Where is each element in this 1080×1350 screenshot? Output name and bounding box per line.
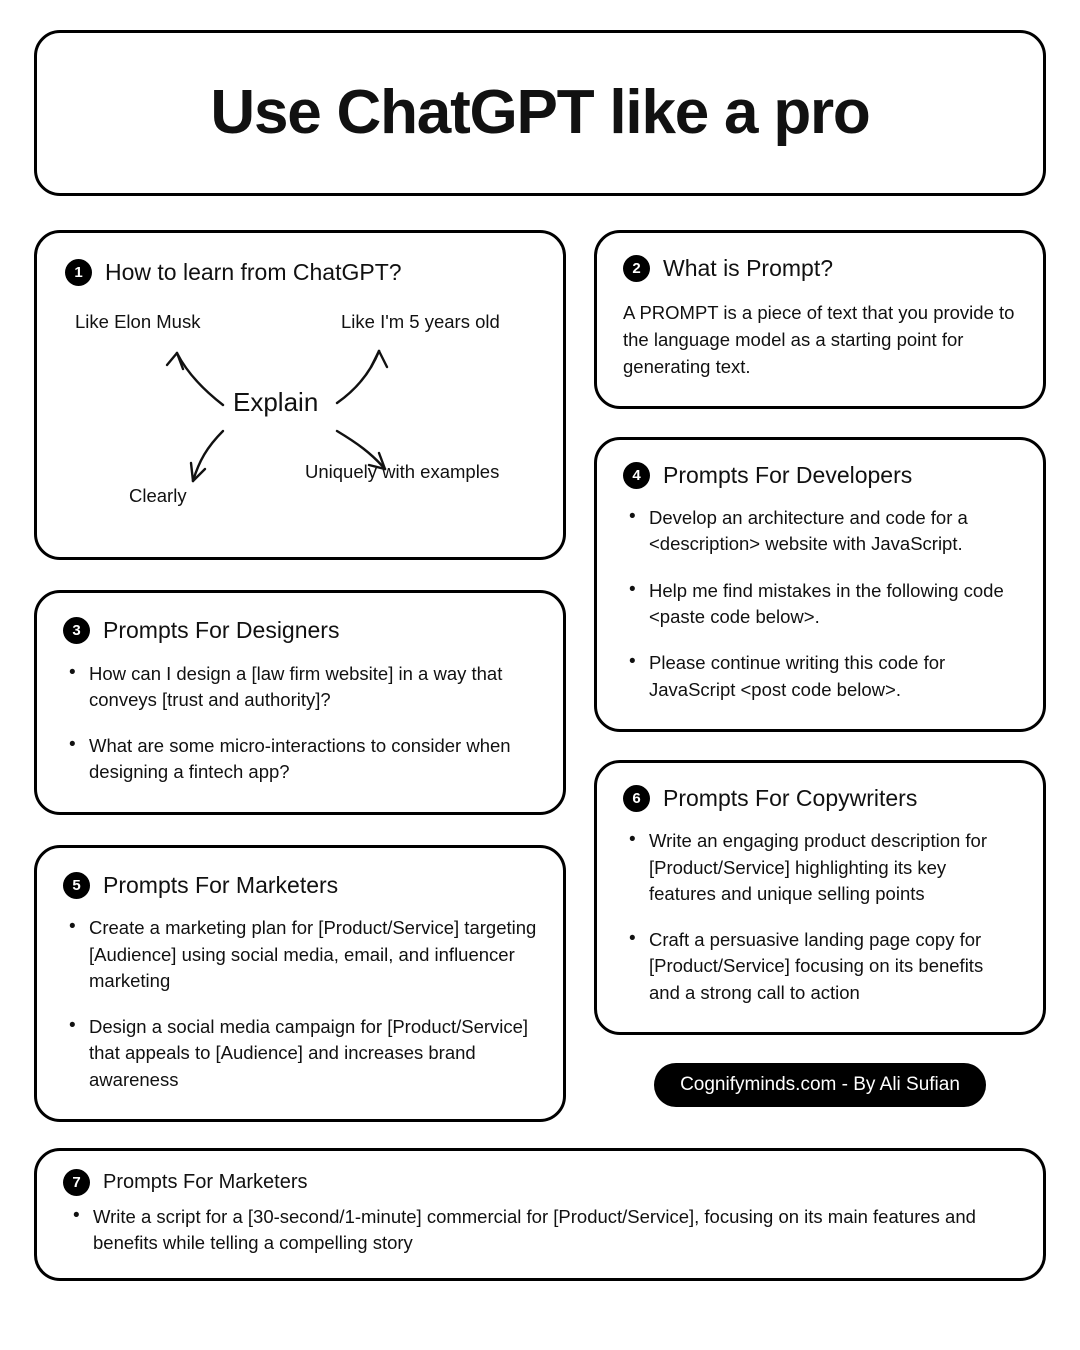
- card-prompts-marketers-script: [34, 1148, 1046, 1282]
- credit-row: [594, 1063, 1046, 1107]
- page-title: Use ChatGPT like a pro: [210, 78, 870, 147]
- content-columns: [34, 230, 1046, 1122]
- card-how-to-learn: [34, 230, 566, 560]
- right-column: [594, 230, 1046, 1107]
- card-what-is-prompt: [594, 230, 1046, 409]
- card-title: Prompts For Developers: [663, 461, 913, 488]
- card-number-badge: 5: [63, 872, 90, 899]
- card-header: [623, 462, 1017, 490]
- list-item: • What are some micro-interactions to consider when designing a fintech app?: [63, 733, 537, 786]
- card-prompts-copywriters: [594, 760, 1046, 1035]
- left-column: [34, 230, 566, 1122]
- diagram-label-top-right: Like I'm 5 years old: [341, 310, 500, 332]
- card-prompts-designers: [34, 590, 566, 815]
- card-title: Prompts For Designers: [103, 617, 340, 643]
- diagram-label-top-left: Like Elon Musk: [75, 310, 201, 332]
- card-number-badge: 7: [63, 1169, 90, 1196]
- list-item: • Please continue writing this code for JavaScript <post code below>.: [623, 650, 1017, 703]
- card-prompts-developers: [594, 437, 1046, 732]
- prompt-list: [63, 915, 537, 1093]
- card-body-text: A PROMPT is a piece of text that you provide to the language model as a starting point for generating text.: [623, 301, 1015, 377]
- card-prompts-marketers: [34, 845, 566, 1122]
- diagram-label-bottom-left: Clearly: [129, 484, 187, 506]
- card-header: [63, 872, 537, 900]
- card-title: How to learn from ChatGPT?: [105, 259, 402, 285]
- card-number-badge: 6: [623, 785, 650, 812]
- prompt-list: [623, 828, 1017, 1006]
- prompt-list: [63, 661, 537, 786]
- card-title: Prompts For Marketers: [103, 1171, 308, 1194]
- card-title: What is Prompt?: [663, 255, 833, 281]
- diagram-center-label: Explain: [233, 386, 319, 417]
- diagram-label-bottom-right: Uniquely with examples: [305, 460, 500, 482]
- card-header: [63, 1169, 1017, 1196]
- card-header: [63, 617, 537, 645]
- explain-diagram: [65, 295, 535, 525]
- card-header: [623, 255, 1017, 283]
- list-item: • Design a social media campaign for [Product/Service] that appeals to [Audience] and increases brand awareness: [63, 1014, 537, 1093]
- credit-badge: Cognifyminds.com - By Ali Sufian: [654, 1063, 986, 1107]
- card-number-badge: 4: [623, 462, 650, 489]
- prompt-list: [63, 1204, 1017, 1257]
- card-number-badge: 2: [623, 255, 650, 282]
- list-item: • How can I design a [law firm website] in a way that conveys [trust and authority]?: [63, 661, 537, 714]
- card-title: Prompts For Marketers: [103, 871, 339, 898]
- list-item: • Help me find mistakes in the following code <paste code below>.: [623, 578, 1017, 631]
- prompt-list: [623, 505, 1017, 703]
- list-item: • Write an engaging product description for [Product/Service] highlighting its key features and unique selling points: [623, 828, 1017, 907]
- card-number-badge: 1: [65, 259, 92, 286]
- list-item: • Develop an architecture and code for a <description> website with JavaScript.: [623, 505, 1017, 558]
- list-item: • Craft a persuasive landing page copy for [Product/Service] focusing on its benefits and a strong call to action: [623, 927, 1017, 1006]
- card-header: [65, 259, 535, 287]
- card-number-badge: 3: [63, 617, 90, 644]
- list-item: • Create a marketing plan for [Product/Service] targeting [Audience] using social media, email, and influencer marketing: [63, 915, 537, 994]
- title-card: [34, 30, 1046, 196]
- card-title: Prompts For Copywriters: [663, 784, 918, 811]
- card-header: [623, 785, 1017, 813]
- list-item: • Write a script for a [30-second/1-minute] commercial for [Product/Service], focusing on its main features and benefits while telling a compelling story: [63, 1204, 1017, 1257]
